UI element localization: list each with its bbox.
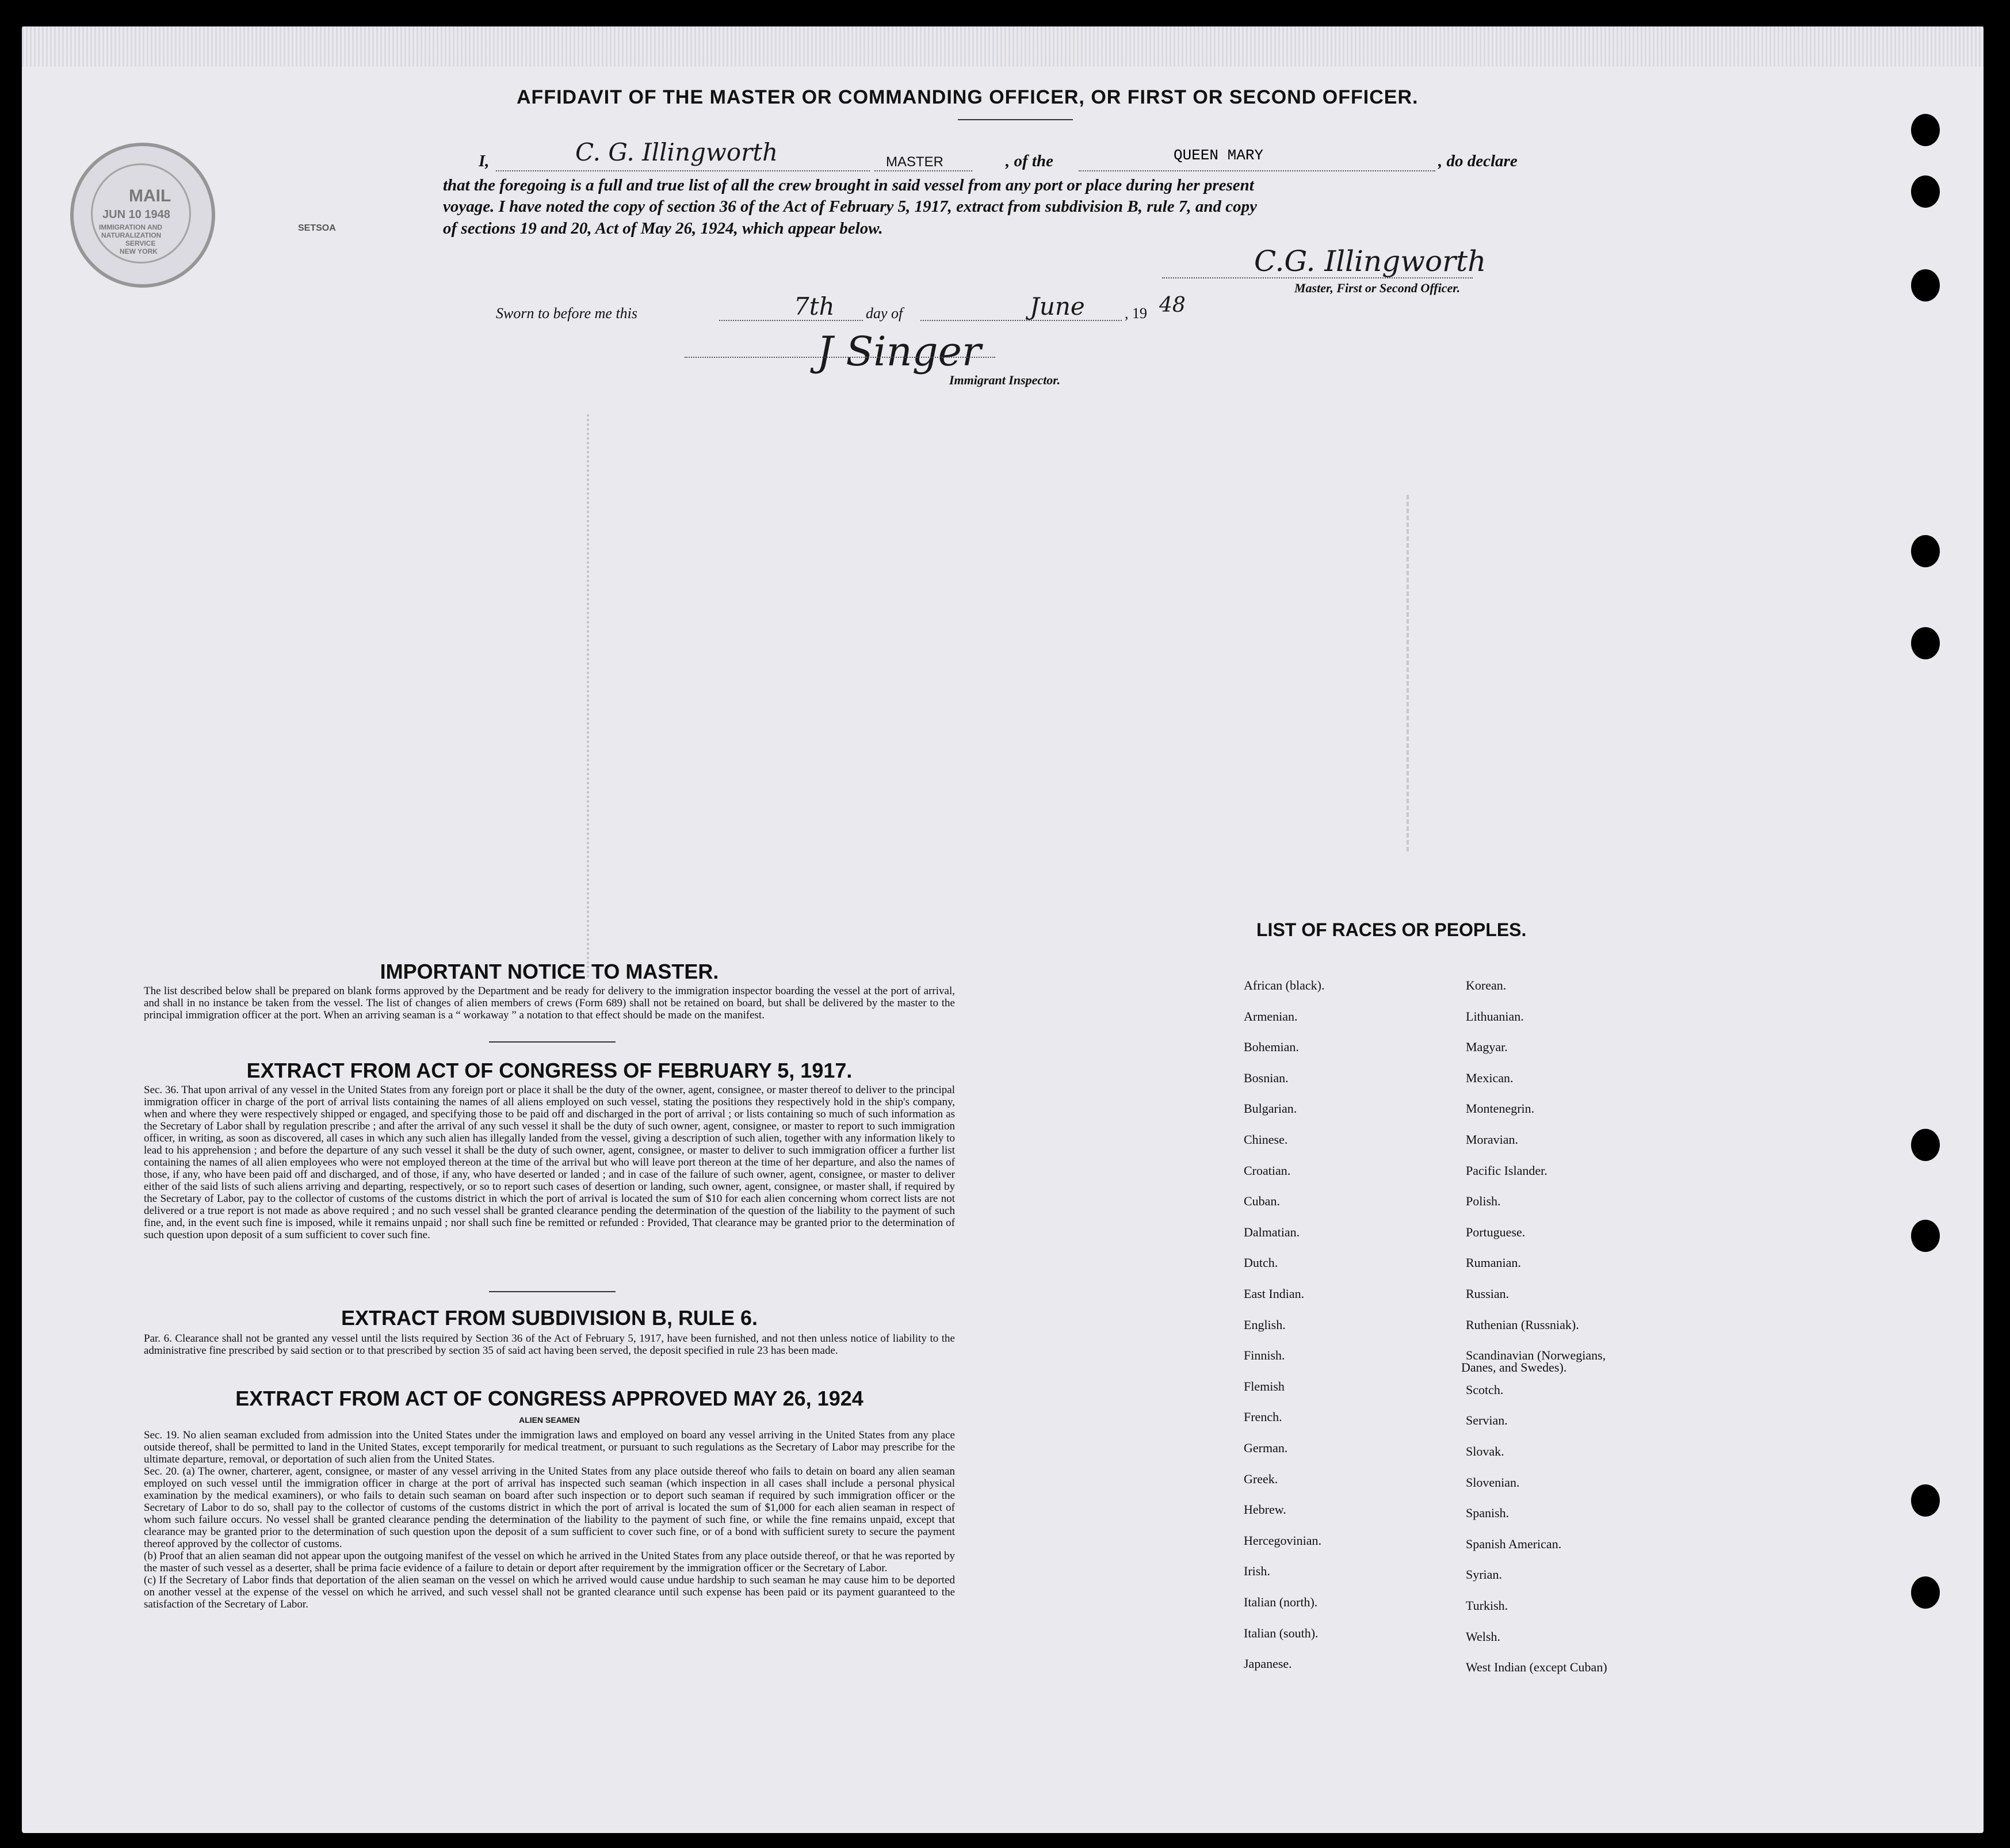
race-item: French.: [1244, 1410, 1282, 1424]
race-item: Montenegrin.: [1466, 1101, 1535, 1116]
sworn-month: June: [1030, 292, 1085, 320]
sec-36-text: Sec. 36. That upon arrival of any vessel in the United States from any foreign port or place it shall be the duty of the owner, agent, consignee, or master thereof to deliver to the principal immigration officer in charge of the port of arrival lists containing the names of all aliens employed on such vessel, stating the positions they respectively hold in the ship's company, when and where they were respectively shipped or engaged, and specifying those to be paid off and discharged in the port of arrival ; or lists containing so much of such information as the Secretary of Labor shall by regulation prescribe ; and after the arrival of any such vessel it shall be the duty of such owner, agent, consignee, or master to report to such immigration officer, in writing, as soon as discovered, all cases in which any such alien has illegally landed from the vessel, giving a description of such alien, together with any information likely to lead to his apprehension ; and before the departure of any such vessel it shall be the duty of such owner, agent, consignee, or master to deliver to such immigration officer a further list containing the names of all alien employees who were not employed thereon at the time of the arrival but who will leave port thereon at the time of her departure, and also the names of those, if any, who have been paid off and discharged, and of those, if any, who have deserted or landed ; and in case of the failure of such owner, agent, consignee, or master to deliver either of the said lists of such aliens arriving and departing, respectively, or so to report such cases of desertion or landing, such owner, agent, consignee, or master shall, if required by the Secretary of Labor, pay to the collector of customs of the customs district in which the port of arrival is located the sum of $10 for each alien concerning whom correct lists are not delivered or a true report is not made as above required ; and no such vessel shall be granted clearance pending the determination of the question of the liability to the payment of such fine, and, in the event such fine is imposed, while it remains unpaid ; nor shall such fine be remitted or refunded : Provided, That clearance may be granted prior to the determination of such question upon deposit of a sum sufficient to cover such fine.: [144, 1084, 955, 1241]
race-item: Hebrew.: [1244, 1502, 1286, 1517]
race-item: Russian.: [1466, 1286, 1510, 1301]
affidavit-line-4: of sections 19 and 20, Act of May 26, 1924, which appear below.: [443, 219, 883, 238]
sworn-day: 7th: [794, 292, 835, 320]
punch-hole: [1911, 1129, 1940, 1161]
punch-hole: [1911, 1484, 1940, 1517]
race-item: Moravian.: [1466, 1132, 1519, 1147]
race-item: Dalmatian.: [1244, 1225, 1300, 1239]
notice-body: [144, 985, 955, 1021]
stamp-line: SERVICE: [125, 239, 156, 247]
race-item: Welsh.: [1466, 1629, 1500, 1644]
month-line: [920, 320, 1122, 321]
race-item: Slovenian.: [1466, 1475, 1520, 1490]
race-item: Scandinavian (Norwegians,: [1466, 1348, 1606, 1362]
affidavit-line-3: voyage. I have noted the copy of section 36 of the Act of February 5, 1917, extract from subdivision B, rule 7, and copy: [443, 197, 1257, 216]
margin-mark: SETSOA: [298, 223, 336, 233]
vessel-line: [1079, 170, 1435, 171]
race-item: Croatian.: [1244, 1163, 1291, 1178]
race-item: English.: [1244, 1318, 1286, 1332]
punch-hole: [1911, 627, 1940, 659]
extract-1917-body: [144, 1084, 955, 1241]
punch-hole: [1911, 175, 1940, 208]
inspector-signature: J Singer: [817, 328, 981, 375]
race-item: Spanish.: [1466, 1506, 1510, 1520]
received-stamp: [70, 143, 215, 288]
rule-6-heading: EXTRACT FROM SUBDIVISION B, RULE 6.: [341, 1306, 758, 1330]
race-item: Rumanian.: [1466, 1255, 1521, 1270]
signature-caption: Master, First or Second Officer.: [1294, 281, 1461, 295]
affidavit-title: AFFIDAVIT OF THE MASTER OR COMMANDING OFFICER, OR FIRST OR SECOND OFFICER.: [517, 86, 1419, 108]
punch-hole: [1911, 1576, 1940, 1609]
faint-marks: [587, 414, 595, 978]
race-item: Irish.: [1244, 1564, 1270, 1578]
race-item: Italian (south).: [1244, 1626, 1319, 1640]
race-item: Japanese.: [1244, 1656, 1292, 1671]
race-item: Slovak.: [1466, 1444, 1504, 1458]
race-item: Finnish.: [1244, 1348, 1285, 1362]
rank-line: [874, 170, 972, 171]
i-label: I,: [479, 152, 490, 170]
race-item: Cuban.: [1244, 1194, 1280, 1208]
extract-1917-heading: EXTRACT FROM ACT OF CONGRESS OF FEBRUARY 5, 1917.: [246, 1059, 853, 1082]
inspector-line: [685, 357, 995, 358]
of-the-label: , of the: [1006, 152, 1053, 170]
sworn-label: Sworn to before me this: [496, 305, 638, 322]
race-item: Dutch.: [1244, 1255, 1278, 1270]
stamp-date: JUN 10 1948: [102, 208, 170, 221]
race-item: Italian (north).: [1244, 1595, 1318, 1609]
master-signature: C.G. Illingworth: [1254, 245, 1487, 278]
race-item: German.: [1244, 1441, 1288, 1455]
signature-line: [1162, 277, 1473, 278]
master-name: C. G. Illingworth: [575, 138, 778, 166]
faint-marks: [1407, 495, 1415, 852]
race-item: Servian.: [1466, 1413, 1508, 1427]
race-item: Greek.: [1244, 1472, 1278, 1486]
day-of-label: day of: [866, 305, 903, 322]
rank-label: MASTER: [886, 154, 944, 170]
divider: [489, 1291, 616, 1292]
do-declare-label: , do declare: [1438, 152, 1518, 170]
title-rule: [958, 119, 1073, 120]
race-item: Spanish American.: [1466, 1537, 1562, 1551]
race-item: Bohemian.: [1244, 1040, 1299, 1054]
race-item: Bosnian.: [1244, 1071, 1289, 1085]
race-item: Syrian.: [1466, 1567, 1502, 1582]
race-item: Turkish.: [1466, 1598, 1508, 1613]
race-item: Chinese.: [1244, 1132, 1288, 1147]
alien-seamen-subheading: ALIEN SEAMEN: [519, 1415, 580, 1425]
notice-heading: IMPORTANT NOTICE TO MASTER.: [380, 960, 719, 983]
race-item: East Indian.: [1244, 1286, 1305, 1301]
extract-1924-body: [144, 1429, 955, 1610]
sec-19-text: Sec. 19. No alien seaman excluded from admission into the United States under the immigration laws and employed on board any vessel arriving in the United States from any place outside thereof, shall be permitted to land in the United States, except temporarily for medical treatment, or pursuant to such regulations as the Secretary of Labor may prescribe for the ultimate departure, removal, or deportation of such alien from the United States.: [144, 1429, 955, 1465]
year-prefix: , 19: [1125, 305, 1147, 322]
punch-hole: [1911, 269, 1940, 301]
race-item-continuation: Danes, and Swedes).: [1461, 1360, 1567, 1374]
notice-text: The list described below shall be prepared on blank forms approved by the Department and be ready for delivery to the immigration inspector boarding the vessel at the port of arrival, and shall in no instance be taken from the vessel. The list of changes of alien members of crews (Form 689) shall not be retained on board, but shall be delivered by the master to the principal immigration officer at the port. When an arriving seaman is a “ workaway ” a notation to that effect should be made on the manifest.: [144, 985, 955, 1021]
race-item: Magyar.: [1466, 1040, 1508, 1054]
vessel-name: QUEEN MARY: [1174, 147, 1264, 164]
stamp-line: NEW YORK: [120, 247, 158, 255]
par-6-text: Par. 6. Clearance shall not be granted any vessel until the lists required by Section 36 of the Act of February 5, 1917, have been furnished, and not then unless notice of liability to the administrative fine prescribed by said section or to that prescribed by section 35 of said act having been served, the deposit specified in rule 23 has been made.: [144, 1332, 955, 1357]
divider: [489, 1041, 616, 1043]
race-item: Hercegovinian.: [1244, 1533, 1321, 1548]
punch-hole: [1911, 1220, 1940, 1252]
race-item: Portuguese.: [1466, 1225, 1526, 1239]
sec-20b-text: (b) Proof that an alien seaman did not appear upon the outgoing manifest of the vessel on which he arrived in the United States from any place outside thereof, or that he was reported by the master of such vessel as a deserter, shall be prima facie evidence of a failure to detain or deport after requirement by the immigration officer or the Secretary of Labor.: [144, 1550, 955, 1574]
sec-20a-text: Sec. 20. (a) The owner, charterer, agent, consignee, or master of any vessel arriving in the United States from any place outside thereof who fails to detain on board any alien seaman employed on such vessel until the immigration officer in charge at the port of arrival has inspected such seaman (which inspection in all cases shall include a personal physical examination by the medical examiners), or who fails to detain such seaman on board after such inspection or to deport such seaman if required by such immigration officer or the Secretary of Labor to do so, shall pay to the collector of customs of the customs district in which the port of arrival is located the sum of $1,000 for each alien seaman in respect of whom such failure occurs. No vessel shall be granted clearance pending the determination of the liability to the payment of such fine, or while the fine remains unpaid, except that clearance may be granted prior to the determination of such question upon the deposit of a sum sufficient to cover such fine, or of a bond with sufficient surety to secure the payment thereof approved by the collector of customs.: [144, 1465, 955, 1550]
affidavit-line-2: that the foregoing is a full and true list of all the crew brought in said vessel from any port or place during her present: [443, 176, 1254, 194]
inspector-caption: Immigrant Inspector.: [949, 373, 1061, 387]
stamp-line: NATURALIZATION: [101, 231, 162, 239]
race-item: Korean.: [1466, 978, 1507, 992]
race-item: Ruthenian (Russniak).: [1466, 1318, 1579, 1332]
stamp-word: MAIL: [129, 186, 171, 205]
race-item: Bulgarian.: [1244, 1101, 1297, 1116]
extract-1924-heading: EXTRACT FROM ACT OF CONGRESS APPROVED MAY 26, 1924: [235, 1387, 863, 1410]
punch-hole: [1911, 535, 1940, 567]
race-item: African (black).: [1244, 978, 1325, 992]
race-item: Lithuanian.: [1466, 1009, 1524, 1024]
sec-20c-text: (c) If the Secretary of Labor finds that deportation of the alien seaman on the vessel on which he arrived would cause undue hardship to such seaman he may cause him to be deported on another vessel at the expense of the vessel on which he arrived, and such vessel shall not be granted clearance until such expense has been paid or its payment guaranteed to the satisfaction of the Secretary of Labor.: [144, 1574, 955, 1610]
race-item: Scotch.: [1466, 1383, 1504, 1397]
rule-6-body: [144, 1332, 955, 1357]
race-item: Pacific Islander.: [1466, 1163, 1547, 1178]
race-item: Mexican.: [1466, 1071, 1514, 1085]
name-line: [496, 170, 870, 171]
stamp-line: IMMIGRATION AND: [99, 223, 162, 231]
punch-hole: [1911, 114, 1940, 146]
race-item: Armenian.: [1244, 1009, 1298, 1024]
races-heading: LIST OF RACES OR PEOPLES.: [1256, 919, 1527, 940]
day-line: [719, 320, 863, 321]
race-item: Flemish: [1244, 1379, 1285, 1393]
sworn-year: 48: [1159, 293, 1186, 317]
race-item: West Indian (except Cuban): [1466, 1660, 1607, 1674]
race-item: Polish.: [1466, 1194, 1501, 1208]
